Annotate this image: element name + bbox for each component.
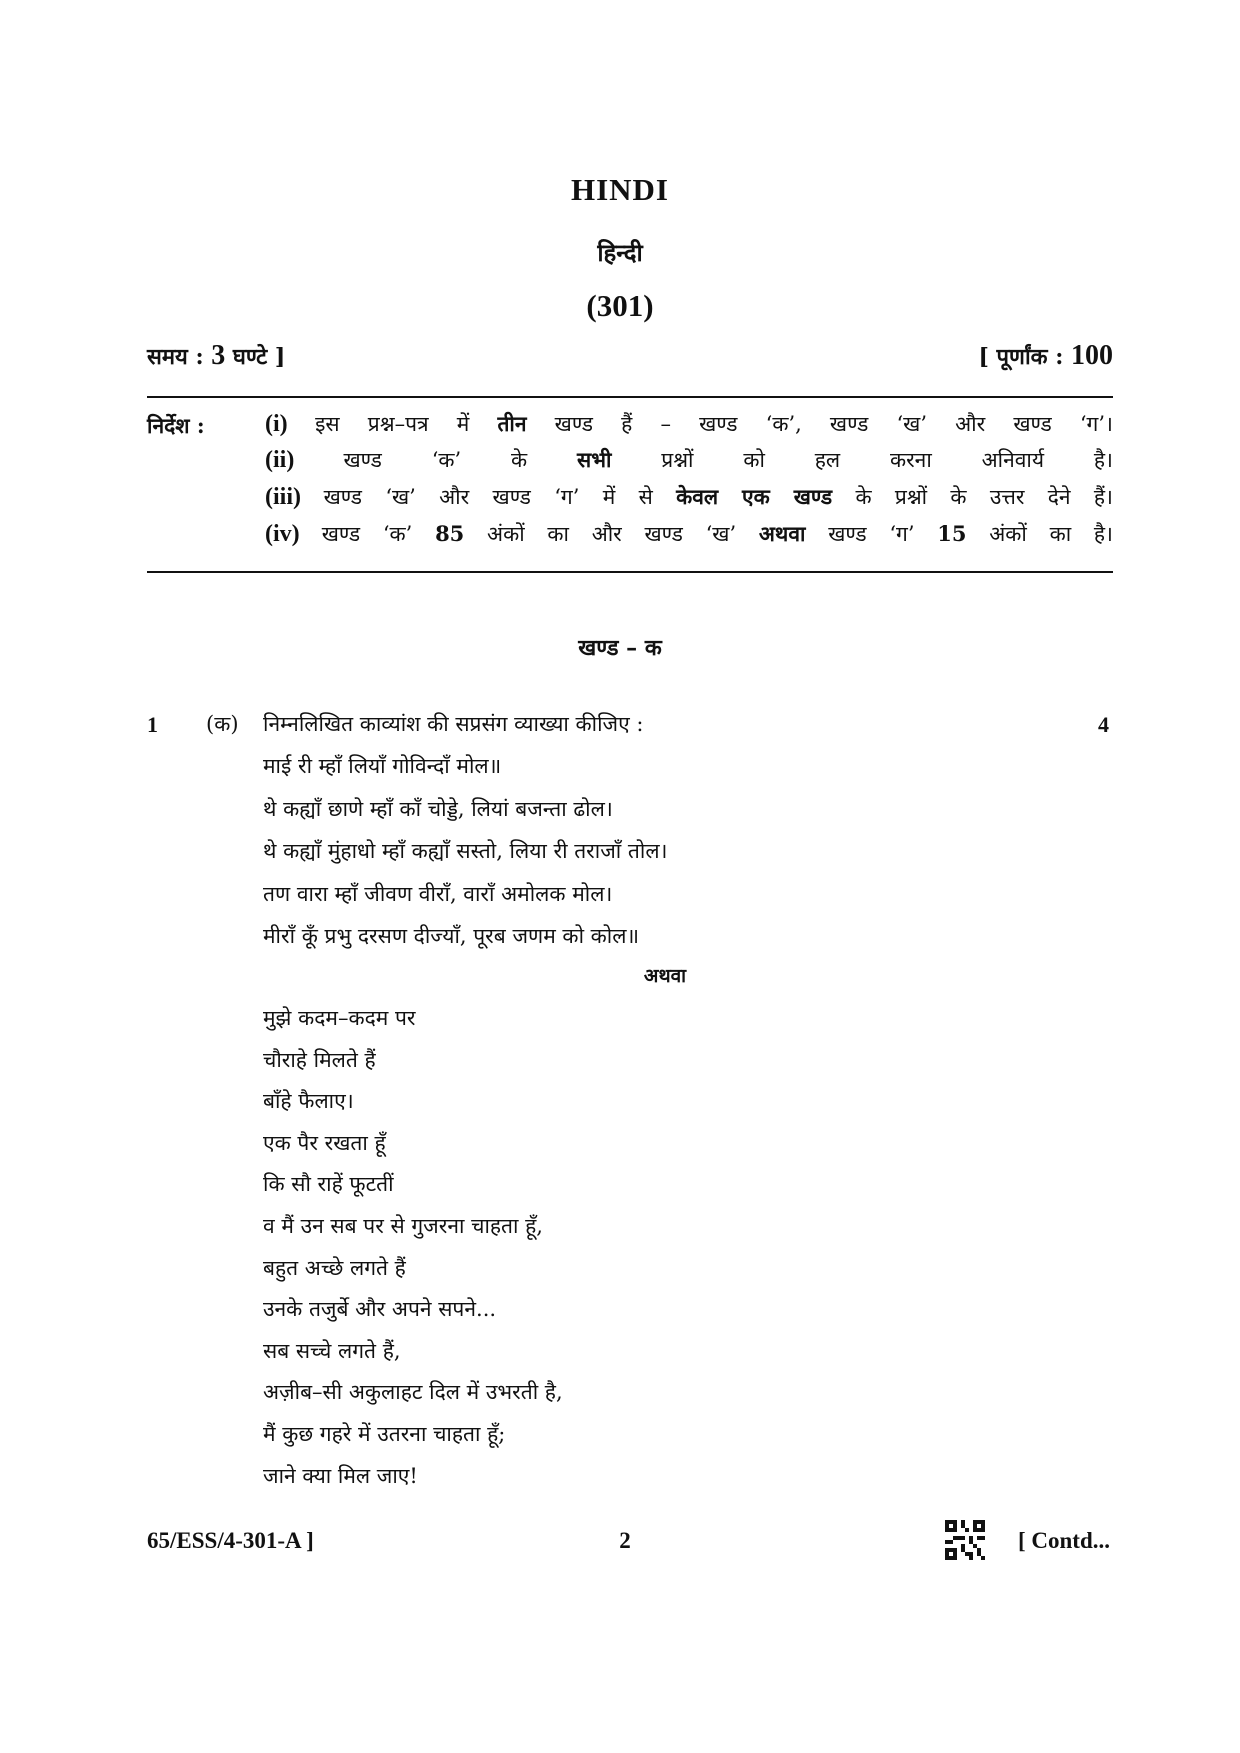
- instruction-text: 15: [937, 521, 967, 546]
- max-marks: [978, 340, 1113, 372]
- qr-code-icon: [945, 1520, 985, 1560]
- instruction-number: (iii): [265, 484, 324, 510]
- instruction-text: खण्ड ‘ख’ और खण्ड ‘ग’ में से: [323, 485, 677, 509]
- instruction-text: खण्ड ‘क’: [321, 522, 436, 546]
- time-allowed: [147, 340, 285, 372]
- instruction-item: [265, 406, 1113, 442]
- title-english: HINDI: [570, 172, 669, 207]
- poem-line: एक पैर रखता हूँ: [263, 1130, 386, 1155]
- instructions-label: निर्देश :: [147, 413, 205, 438]
- poem-line: तण वारा म्हाँ जीवण वीराँ, वाराँ अमोलक मोल।: [263, 881, 613, 906]
- question-sub-label: (क): [206, 712, 239, 736]
- question-text: निम्नलिखित काव्यांश की सप्रसंग व्याख्या कीजिए :: [263, 712, 644, 736]
- instruction-text: सभी: [577, 447, 612, 472]
- or-label: अथवा: [643, 965, 687, 987]
- question-number: 1: [147, 712, 158, 737]
- instruction-item: [265, 516, 1113, 552]
- instruction-number: (ii): [265, 447, 344, 473]
- poem-line: बाँहे फैलाए।: [263, 1089, 354, 1114]
- section-heading: खण्ड – क: [578, 635, 662, 661]
- poem-line: मीराँ कूँ प्रभु दरसण दीज्याँ, पूरब जणम को कोल॥: [263, 924, 640, 948]
- time-label: समय :: [147, 344, 212, 370]
- poem-line: जाने क्या मिल जाए!: [263, 1463, 418, 1488]
- poem-line: थे कह्याँ छाणे म्हाँ काँ चोड्डे, लियां बजन्ता ढोल।: [263, 796, 613, 821]
- poem-line: व मैं उन सब पर से गुजरना चाहता हूँ,: [263, 1214, 543, 1238]
- poem-line: सब सच्चे लगते हैं,: [263, 1338, 401, 1363]
- poem-line: उनके तजुर्बे और अपने सपने...: [263, 1297, 497, 1322]
- divider-bottom: [147, 571, 1113, 573]
- poem-line: अज़ीब–सी अकुलाहट दिल में उभरती है,: [263, 1380, 563, 1405]
- meta-row: [147, 340, 1113, 380]
- instruction-text: खण्ड हैं – खण्ड ‘क’, खण्ड ‘ख’ और खण्ड ‘ग’।: [526, 412, 1114, 436]
- instruction-number: (iv): [265, 521, 322, 547]
- instruction-text: के प्रश्नों के उत्तर देने हैं।: [832, 485, 1113, 509]
- page-number: 2: [619, 1528, 631, 1553]
- poem-line: मैं कुछ गहरे में उतरना चाहता हूँ;: [263, 1422, 506, 1446]
- divider-top: [147, 396, 1113, 398]
- question-marks: 4: [1098, 712, 1109, 737]
- poem-line: कि सौ राहें फूटतीं: [263, 1172, 394, 1197]
- marks-value: 100: [1071, 340, 1113, 371]
- poem-line: माई री म्हाँ लियाँ गोविन्दाँ मोल॥: [263, 754, 502, 778]
- instruction-text: प्रश्नों को हल करना अनिवार्य है।: [611, 448, 1113, 472]
- instruction-item: [265, 479, 1113, 515]
- subject-code: (301): [586, 288, 654, 323]
- instruction-text: इस प्रश्न–पत्र में: [315, 412, 498, 436]
- marks-label: [ पूर्णांक :: [978, 344, 1071, 370]
- instruction-text: 85: [435, 521, 465, 546]
- poem-line: मुझे कदम–कदम पर: [263, 1006, 416, 1030]
- instruction-text: खण्ड ‘क’ के: [343, 448, 577, 472]
- instruction-text: अथवा: [758, 521, 806, 546]
- instruction-number: (i): [265, 411, 316, 437]
- time-unit: घण्टे ]: [225, 344, 286, 370]
- paper-code: 65/ESS/4-301-A ]: [147, 1528, 314, 1553]
- poem-line: थे कह्याँ मुंहाधो म्हाँ कह्याँ सस्तो, लिया री तराजाँ तोल।: [263, 839, 668, 863]
- poem-line: बहुत अच्छे लगते हैं: [263, 1255, 406, 1280]
- continued-label: [ Contd...: [1018, 1528, 1111, 1553]
- poem-line: चौराहे मिलते हैं: [263, 1047, 376, 1072]
- title-hindi: हिन्दी: [597, 238, 643, 267]
- time-value: 3: [211, 340, 226, 371]
- instruction-text: अंकों का और खण्ड ‘ख’: [464, 522, 759, 546]
- instruction-text: केवल एक खण्ड: [676, 484, 833, 509]
- instruction-text: तीन: [497, 411, 527, 436]
- instruction-item: [265, 442, 1113, 478]
- instruction-text: खण्ड ‘ग’: [805, 522, 938, 546]
- instruction-text: अंकों का है।: [966, 522, 1113, 546]
